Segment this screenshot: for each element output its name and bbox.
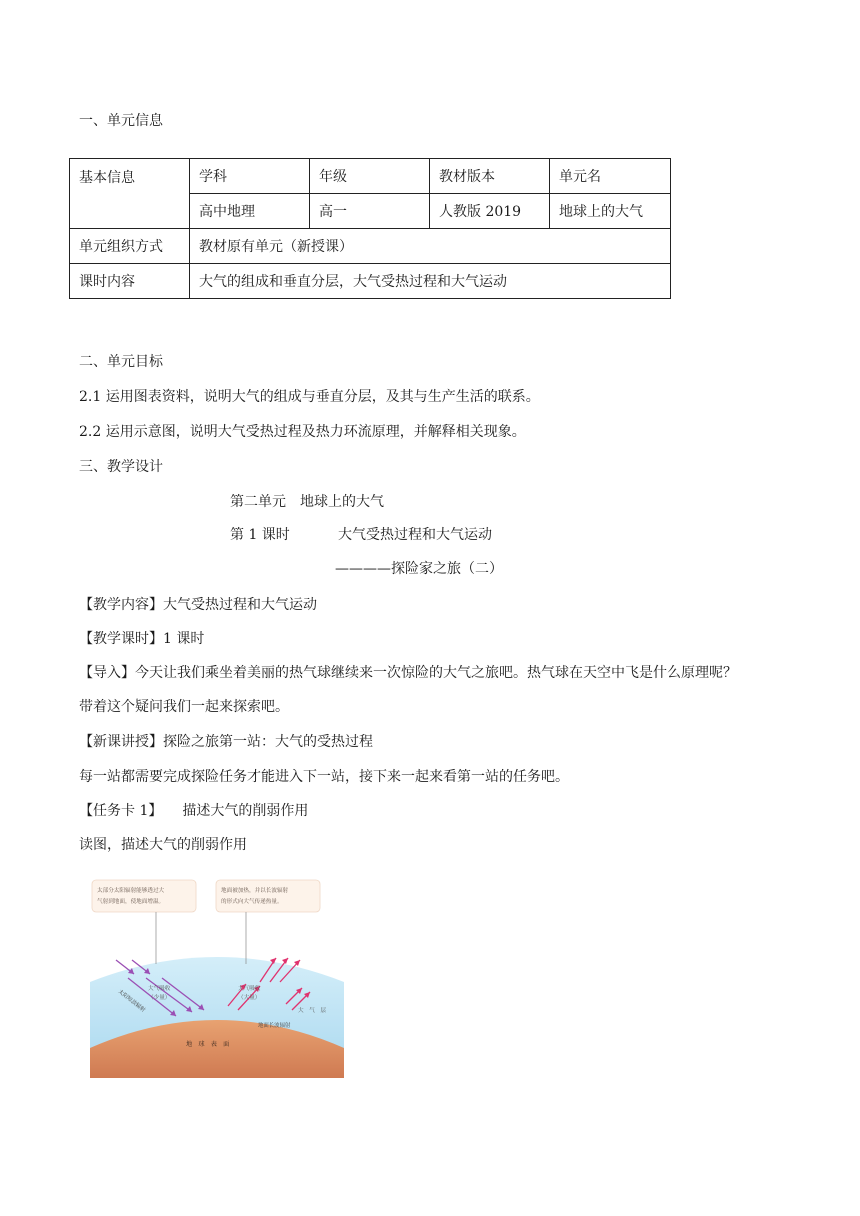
table-cell: 大气的组成和垂直分层，大气受热过程和大气运动 [190, 264, 671, 299]
table-cell: 年级 [310, 159, 430, 194]
paragraph: 每一站都需要完成探险任务才能进入下一站，接下来一起来看第一站的任务吧。 [79, 769, 569, 785]
solar-radiation-label: 太阳短波辐射 [116, 988, 146, 1014]
table-cell: 课时内容 [70, 264, 190, 299]
table-cell: 人教版 2019 [430, 194, 550, 229]
intro-line [79, 662, 737, 682]
table-row [70, 159, 671, 194]
table-cell: 高一 [310, 194, 430, 229]
intro-line-continued: 带着这个疑问我们一起来探索吧。 [79, 699, 289, 715]
section-title-teaching-design: 三、教学设计 [79, 459, 163, 475]
note-right-line2: 的形式向大气传递热量。 [221, 899, 283, 905]
note-box-left [92, 880, 196, 912]
atmosphere-heating-figure [88, 874, 346, 1078]
tag-text: 今天让我们乘坐着美丽的热气球继续来一次惊险的大气之旅吧。热气球在天空中飞是什么原理呢？ [135, 665, 737, 681]
absorb-left-line2: （少量） [148, 995, 171, 1001]
unit-heading: 第二单元 地球上的大气 [230, 494, 384, 510]
new-lesson-line [79, 731, 373, 751]
absorb-right-line1: 大气吸收 [238, 986, 261, 992]
table-row [70, 229, 671, 264]
tag-label: 【教学内容】 [79, 597, 163, 613]
tag-text: 大气受热过程和大气运动 [163, 597, 317, 613]
note-left-line2: 气射到地面，使地面增温。 [97, 899, 165, 905]
goal-item: 2.1 运用图表资料，说明大气的组成与垂直分层，及其与生产生活的联系。 [79, 389, 540, 405]
tag-label: 【任务卡 1】 [79, 803, 163, 819]
table-row [70, 264, 671, 299]
task-card-line [79, 800, 308, 820]
table-cell: 教材版本 [430, 159, 550, 194]
lesson-label: 第 1 课时 [230, 527, 290, 543]
lesson-subtitle: ————探险家之旅（二） [335, 561, 503, 577]
teaching-content-line [79, 594, 317, 614]
earth-surface-label: 地 球 表 面 [186, 1041, 230, 1048]
section-title-unit-goals: 二、单元目标 [79, 354, 163, 370]
read-figure-instruction: 读图，描述大气的削弱作用 [79, 837, 247, 853]
goal-item: 2.2 运用示意图，说明大气受热过程及热力环流原理，并解释相关现象。 [79, 424, 526, 440]
table-cell: 高中地理 [190, 194, 310, 229]
tag-text: 探险之旅第一站：大气的受热过程 [163, 734, 373, 750]
table-cell: 基本信息 [70, 159, 190, 229]
note-right-line1: 地面被加热，并以长波辐射 [221, 888, 289, 894]
tag-text: 1 课时 [163, 631, 205, 647]
atmosphere-label: 大 气 层 [298, 1008, 326, 1014]
teaching-hours-line [79, 628, 204, 648]
tag-label: 【新课讲授】 [79, 734, 163, 750]
table-cell: 地球上的大气 [550, 194, 671, 229]
tag-label: 【导入】 [79, 665, 135, 681]
absorb-right-line2: （大量） [238, 995, 261, 1001]
tag-label: 【教学课时】 [79, 631, 163, 647]
table-cell: 单元组织方式 [70, 229, 190, 264]
note-left-line1: 太部分太阳辐射能够透过大 [97, 888, 165, 894]
ground-radiation-label: 地面长波辐射 [258, 1023, 291, 1029]
absorb-left-line1: 大气吸收 [148, 986, 171, 992]
lesson-title: 大气受热过程和大气运动 [338, 527, 492, 543]
table-cell: 教材原有单元（新授课） [190, 229, 671, 264]
unit-info-table [69, 158, 671, 299]
section-title-unit-info: 一、单元信息 [79, 113, 163, 129]
tag-text: 描述大气的削弱作用 [182, 803, 309, 819]
table-cell: 单元名 [550, 159, 671, 194]
note-box-right [216, 880, 320, 912]
table-cell: 学科 [190, 159, 310, 194]
